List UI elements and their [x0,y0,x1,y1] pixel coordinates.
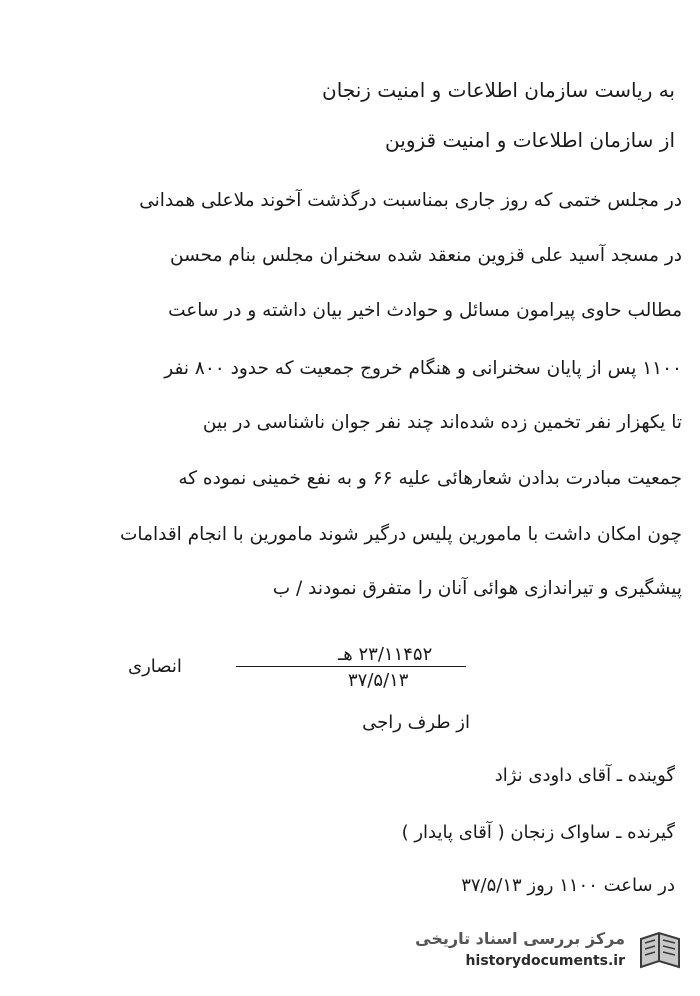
body-line-7: چون امکان داشت با مامورین پلیس درگیر شوند مامورین با انجام اقدامات [120,524,682,545]
watermark-url: historydocuments.ir [465,953,625,969]
signature-code: ۲۳/۱۱۴۵۲ هـ [338,644,433,665]
watermark [415,925,685,985]
body-line-4: ۱۱۰۰ پس از پایان سخنرانی و هنگام خروج جمعیت که حدود ۸۰۰ نفر [164,358,682,379]
by-line: از طرف راجی [362,712,470,733]
body-line-2: در مسجد آسید علی قزوین منعقد شده سخنران مجلس بنام محسن [170,245,682,266]
watermark-title: مرکز بررسی اسناد تاریخی [415,929,625,948]
body-line-1: در مجلس ختمی که روز جاری بمناسبت درگذشت آخوند ملاعلی همدانی [139,190,682,211]
signature-block [128,644,458,698]
signature-divider [236,666,466,667]
speaker-line: گوینده ـ آقای داودی نژاد [494,765,675,786]
book-logo-icon [635,925,685,975]
receiver-line: گیرنده ـ ساواک زنجان ( آقای پایدار ) [401,822,675,843]
greeting-line: به ریاست سازمان اطلاعات و امنیت زنجان [322,78,675,102]
body-line-8: پیشگیری و تیراندازی هوائی آنان را متفرق نمودند / ب [272,578,682,599]
from-line: از سازمان اطلاعات و امنیت قزوین [385,128,675,152]
body-line-3: مطالب حاوی پیرامون مسائل و حوادث اخیر بیان داشته و در ساعت [168,300,682,321]
body-line-6: جمعیت مبادرت بدادن شعارهائی علیه ۶۶ و به نفع خمینی نموده که [178,468,682,489]
signature-name: انصاری [128,656,182,677]
body-line-5: تا یکهزار نفر تخمین زده شده‌اند چند نفر جوان ناشناسی در بین [202,412,682,433]
timeline-line: در ساعت ۱۱۰۰ روز ۳۷/۵/۱۳ [461,875,675,896]
signature-date: ۳۷/۵/۱۳ [348,670,409,691]
